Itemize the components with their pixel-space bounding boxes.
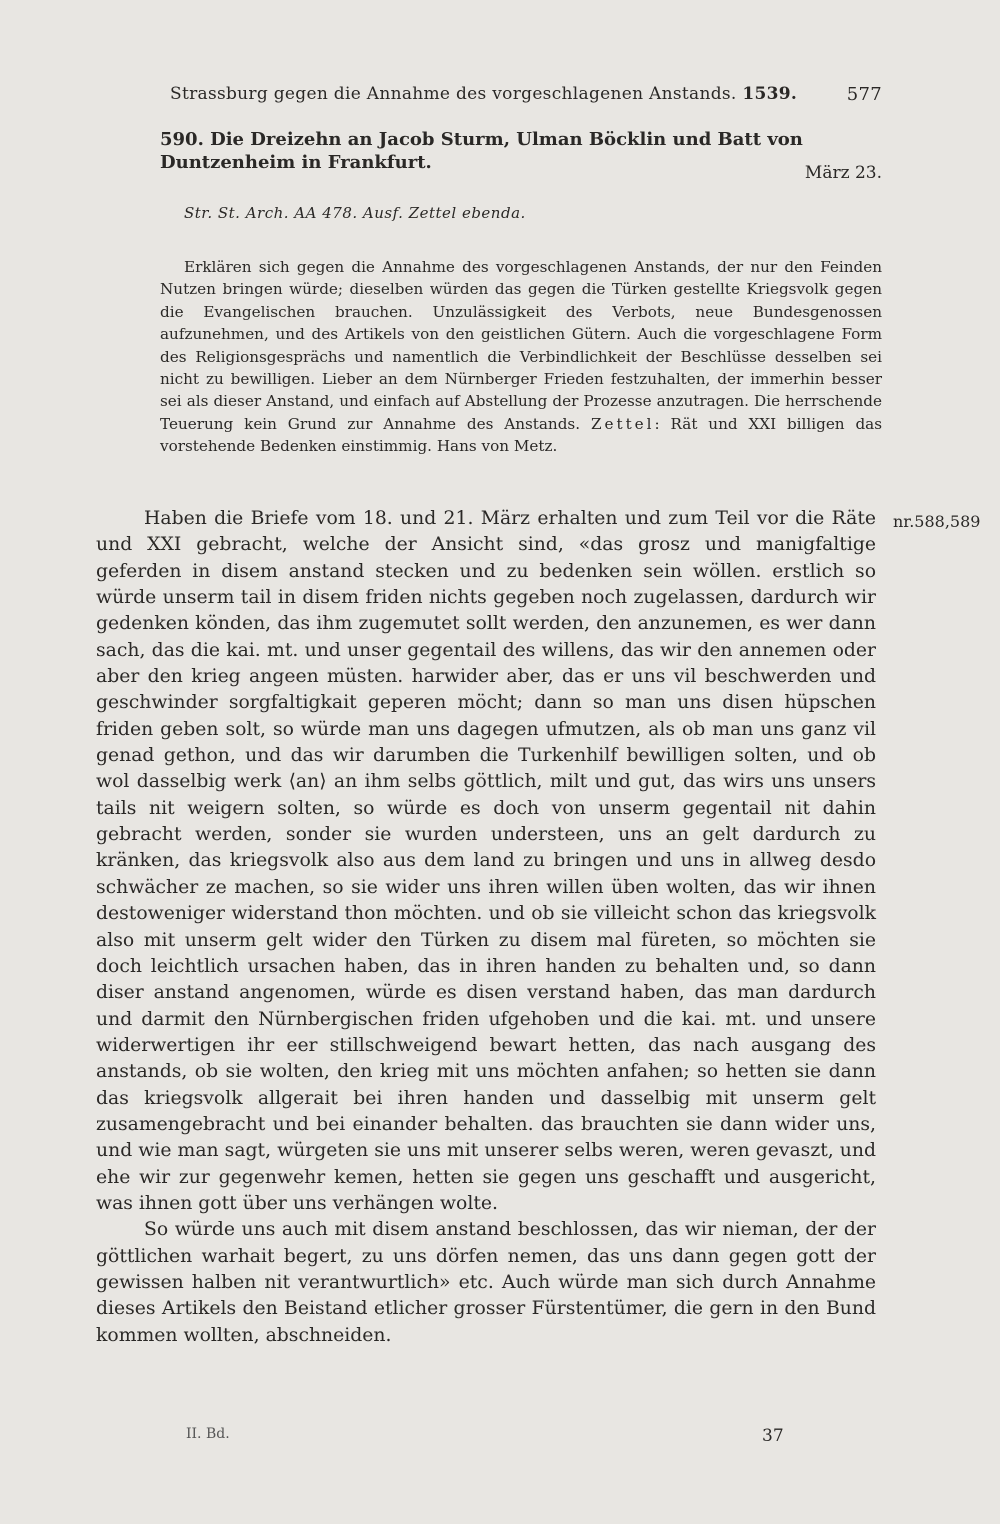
- footer-volume: II. Bd.: [186, 1426, 230, 1442]
- zettel-text: : Rät und XXI billigen das vorstehende Bedenken einstimmig. Hans von Metz.: [160, 414, 883, 456]
- zettel-label: Zettel: [590, 414, 655, 433]
- running-head-text: Strassburg gegen die Annahme des vorgeschlagenen Anstands. 1539.: [170, 84, 798, 104]
- body-paragraph-2: So würde uns auch mit disem anstand beschlossen, das wir nieman, der der göttlichen warhait begert, zu uns dörfen nemen, das uns dann gegen gott der gewissen halben nit verantwurtlich» etc. Auch würde man sich durch Annahme dieses Artikels den Beistand etlicher grosser Fürstentümer, die gern in den Bund kommen wollten, abschneiden.: [96, 1219, 876, 1346]
- document-date: März 23.: [804, 163, 882, 183]
- page-number: 577: [846, 84, 882, 105]
- summary-text: Erklären sich gegen die Annahme des vorgeschlagenen Anstands, der nur den Feinden Nutzen bringen würde; dieselben würden das gegen die Türken gestellte Kriegsvolk gegen die Evangelischen brauchen. Unzulässigkeit des Verbots, neue Bundesgenossen aufzunehmen, und des Artikels von den geistlichen Gütern. Auch die vorgeschlagene Form des Religionsgesprächs und namentlich die Verbindlichkeit der Beschlüsse desselben sei nicht zu bewilligen. Lieber an dem Nürnberger Frieden festzuhalten, der immerhin besser sei als dieser Anstand, und einfach auf Abstellung der Prozesse anzutragen. Die herrschende Teuerung kein Grund zur Annahme des Anstands.: [160, 258, 882, 433]
- archive-source: Str. St. Arch. AA 478. Ausf. Zettel ebenda.: [184, 204, 526, 222]
- footer-signature: 37: [762, 1426, 784, 1446]
- running-head: [170, 84, 882, 105]
- body-paragraph-1: Haben die Briefe vom 18. und 21. März erhalten und zum Teil vor die Räte und XXI gebracht, welche der Ansicht sind, «das grosz und manigfaltige geferden in disem anstand stecken und zu bedenken sein wöllen. erstlich so würde unserm tail in disem friden nichts gegeben noch zugelassen, dardurch wir gedenken könden, das ihm zugemutet sollt werden, den anzunemen, es wer dann sach, das die kai. mt. und unser gegentail des willens, das wir den annemen oder aber den krieg angeen müsten. harwider aber, das er uns vil beschwerden und geschwinder sorgfaltigkait geperen möcht; dann so man uns disen hüpschen friden geben solt, so würde man uns dagegen ufmutzen, als ob man uns ganz vil genad gethon, und das wir darumben die Turkenhilf bewilligen solten, und ob wol dasselbig werk ⟨an⟩ an ihm selbs göttlich, milt und gut, das wirs uns unsers tails nit weigern solten, so würde es doch von unserm gegentail nit dahin gebracht werden, sonder sie wurden understeen, uns an gelt dardurch zu kränken, das kriegsvolk also aus dem land zu bringen und uns in allweg desdo schwächer ze machen, so sie wider uns ihren willen üben wolten, das wir ihnen destoweniger widerstand thon möchten. und ob sie villeicht schon das kriegsvolk also mit unserm gelt wider den Türken zu disem mal füreten, so möchten sie doch leichtlich ursachen haben, das in ihren handen zu behalten und, so dann diser anstand angenomen, würde es disen verstand haben, das man dardurch und darmit den Nürnbergischen friden ufgehoben und die kai. mt. und unsere widerwertigen ihr eer stillschweigend bewart hetten, das nach ausgang des anstands, ob sie wolten, den krieg mit uns möchten anfahen; so hetten sie dann das kriegsvolk allgerait bei ihren handen und dasselbig mit unserm gelt zusamengebracht und bei einander behalten. das brauchten sie dann wider uns, und wie man sagt, würgeten sie uns mit unserer selbs weren, weren gevaszt, und ehe wir zur gegenwehr kemen, hetten sie gegen uns geschafft und ausgericht, was ihnen gott über uns verhängen wolte.: [96, 508, 876, 1214]
- running-head-year: 1539.: [742, 84, 798, 104]
- document-title: 590. Die Dreizehn an Jacob Sturm, Ulman Böcklin und Batt von Duntzenheim in Frankfurt.: [160, 129, 803, 173]
- letter-body: [96, 506, 876, 1349]
- summary-regest: [160, 256, 882, 458]
- margin-cross-reference: nr.588,589: [893, 512, 981, 531]
- document-title-block: [160, 128, 882, 183]
